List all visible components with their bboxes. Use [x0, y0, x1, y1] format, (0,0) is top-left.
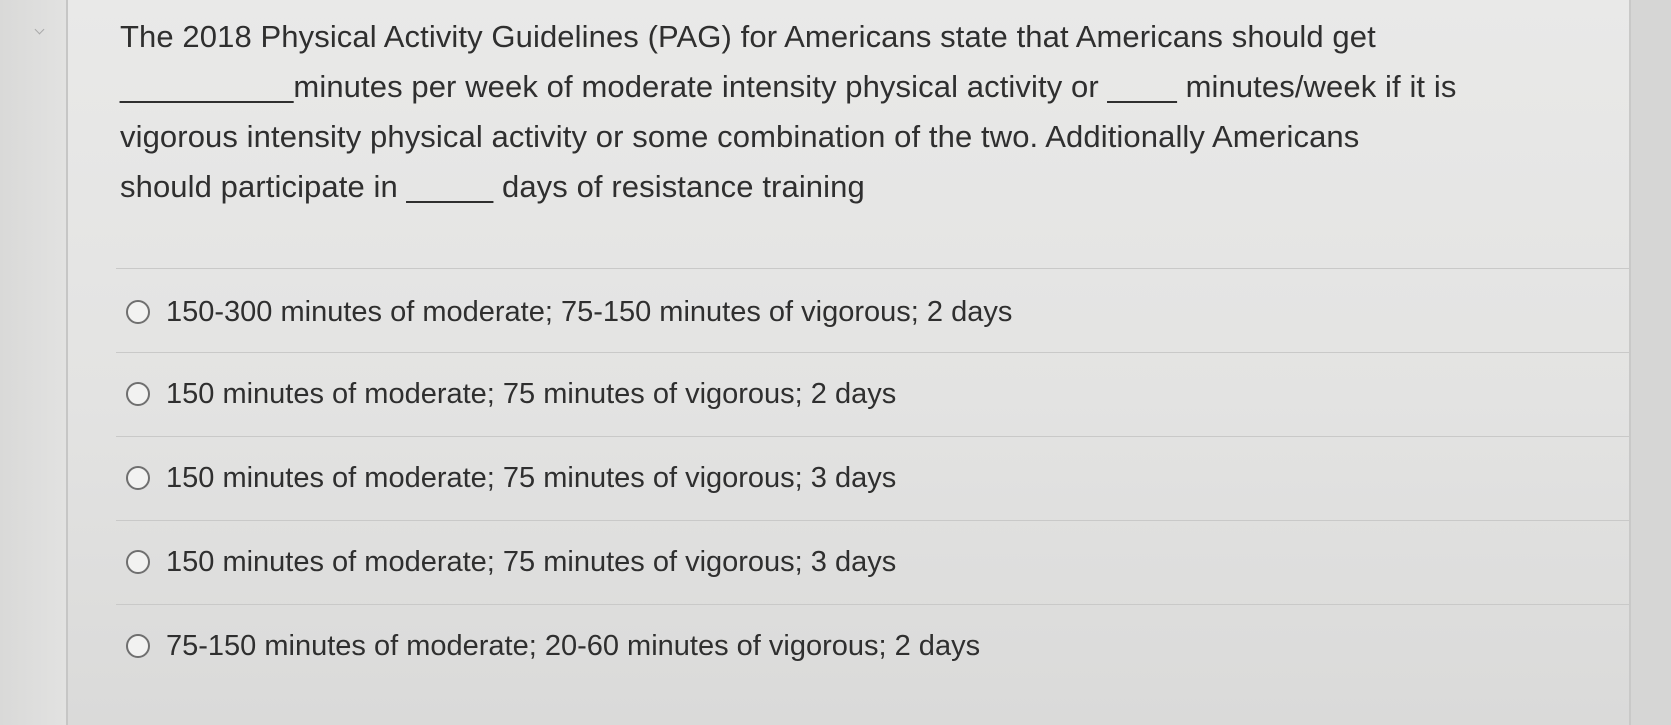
answer-option-label: 150 minutes of moderate; 75 minutes of vigorous; 3 days — [166, 545, 897, 578]
divider — [116, 520, 1630, 521]
question-line-2 — [120, 62, 1630, 112]
radio-button-icon[interactable] — [126, 382, 150, 406]
answer-option-label: 75-150 minutes of moderate; 20-60 minutes of vigorous; 2 days — [166, 629, 981, 662]
radio-button-icon[interactable] — [126, 300, 150, 324]
blank-moderate-minutes: __________ — [120, 69, 294, 104]
right-gutter — [1629, 0, 1671, 725]
radio-button-icon[interactable] — [126, 550, 150, 574]
question-line-2-text-b: minutes/week if it is — [1176, 69, 1457, 104]
divider — [116, 268, 1630, 269]
question-line-4-text-b: days of resistance training — [493, 169, 865, 204]
question-line-2-text-a: minutes per week of moderate intensity physical activity or — [293, 69, 1108, 104]
radio-button-icon[interactable] — [126, 634, 150, 658]
question-line-4-text-a: should participate in — [120, 169, 407, 204]
chevron-down-icon[interactable] — [35, 25, 45, 35]
divider — [116, 604, 1630, 605]
left-gutter — [0, 0, 68, 725]
blank-resistance-days: _____ — [406, 169, 494, 204]
question-line-3: vigorous intensity physical activity or some combination of the two. Additionally Americans — [120, 119, 1360, 154]
divider — [116, 352, 1630, 353]
question-line-1: The 2018 Physical Activity Guidelines (PAG) for Americans state that Americans should get — [120, 19, 1376, 54]
answer-option-1[interactable] — [126, 290, 1012, 334]
answer-option-2[interactable] — [126, 372, 896, 416]
answer-option-4[interactable] — [126, 540, 896, 584]
answer-option-3[interactable] — [126, 456, 896, 500]
question-text — [120, 12, 1630, 212]
radio-button-icon[interactable] — [126, 466, 150, 490]
answer-option-label: 150 minutes of moderate; 75 minutes of vigorous; 3 days — [166, 461, 897, 494]
answer-option-label: 150-300 minutes of moderate; 75-150 minutes of vigorous; 2 days — [166, 295, 1013, 328]
divider — [116, 436, 1630, 437]
blank-vigorous-minutes: ____ — [1107, 69, 1177, 104]
answer-option-5[interactable] — [126, 624, 980, 668]
answer-option-label: 150 minutes of moderate; 75 minutes of vigorous; 2 days — [166, 377, 897, 410]
question-line-4 — [120, 162, 1630, 212]
